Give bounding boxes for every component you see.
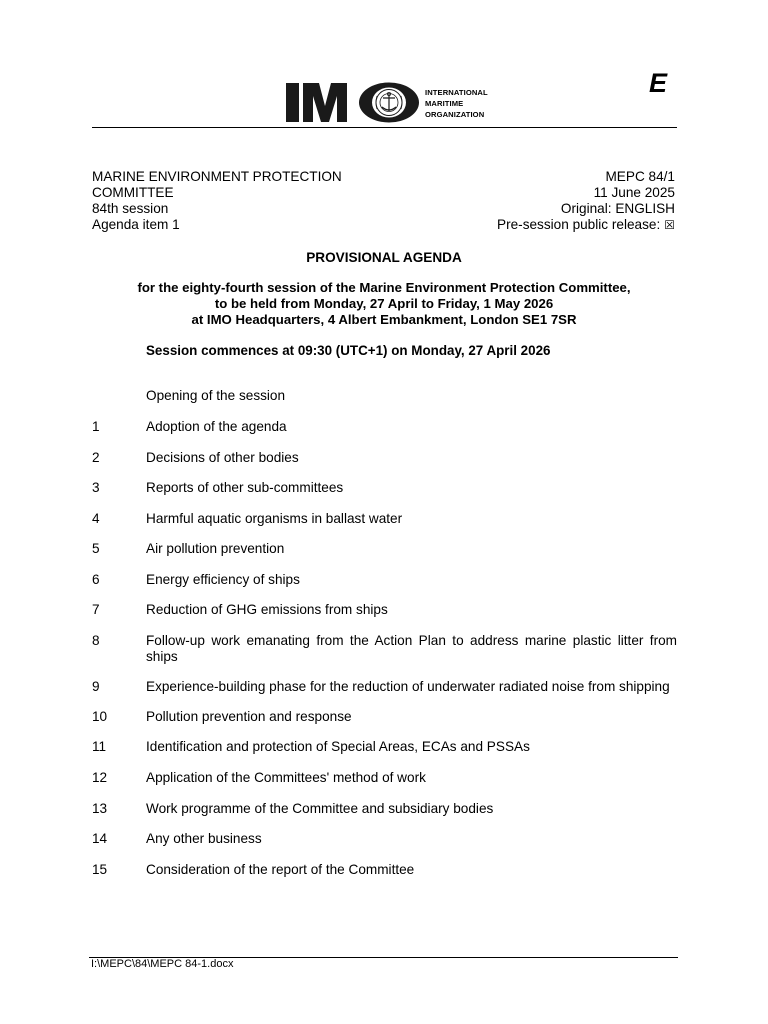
committee-name-line: MARINE ENVIRONMENT PROTECTION: [92, 169, 342, 184]
agenda-item: [92, 419, 677, 435]
agenda-item: [92, 633, 677, 665]
agenda-item-title: Adoption of the agenda: [146, 419, 287, 434]
agenda-item-title: Air pollution prevention: [146, 541, 285, 556]
agenda-item-number: 14: [92, 831, 108, 846]
committee-info: [92, 169, 342, 233]
logo-word: INTERNATIONAL: [425, 88, 488, 97]
agenda-item-title: Application of the Committees' method of work: [146, 769, 426, 785]
agenda-item: [92, 572, 677, 588]
agenda-item-title: Harmful aquatic organisms in ballast water: [146, 510, 403, 526]
agenda-item-title: Reduction of GHG emissions from ships: [146, 602, 388, 617]
subtitle-line: to be held from Monday, 27 April to Friday, 1 May 2026: [214, 296, 554, 311]
release-status: [497, 217, 675, 233]
agenda-item-number: 7: [92, 602, 100, 617]
agenda-item-title: Experience-building phase for the reduction of underwater radiated noise from shipping: [146, 678, 670, 694]
agenda-item-number: 9: [92, 678, 100, 694]
agenda-item-number: 15: [92, 861, 108, 877]
checked-box-icon: ☒: [664, 218, 675, 232]
agenda-item-title: Energy efficiency of ships: [146, 571, 300, 587]
imo-wordmark-icon: [272, 74, 422, 126]
logo-word: ORGANIZATION: [425, 110, 485, 119]
agenda-item-number: 5: [92, 541, 100, 556]
subtitle-line: for the eighty-fourth session of the Marine Environment Protection Committee,: [137, 280, 631, 295]
header-divider: [92, 127, 677, 128]
agenda-item: [92, 450, 677, 466]
subtitle-line: at IMO Headquarters, 4 Albert Embankment, London SE1 7SR: [191, 312, 577, 327]
logo-organization-name: [425, 87, 488, 120]
agenda-item-title: Pollution prevention and response: [146, 708, 352, 724]
agenda-item-number: 4: [92, 510, 100, 526]
agenda-item-number: 3: [92, 480, 100, 495]
agenda-item: [92, 770, 677, 786]
release-label: Pre-session public release:: [497, 217, 661, 232]
session-description: [0, 280, 768, 328]
agenda-item-number: 11: [92, 739, 107, 754]
session-number: 84th session: [92, 201, 169, 216]
session-start: Session commences at 09:30 (UTC+1) on Monday, 27 April 2026: [146, 343, 551, 358]
agenda-item: [92, 831, 677, 847]
logo-word: MARITIME: [425, 99, 464, 108]
agenda-item: [92, 541, 677, 557]
agenda-item-title: Follow-up work emanating from the Action Plan to address marine plastic litter from ships: [146, 632, 677, 664]
agenda-item-title: Opening of the session: [146, 388, 286, 403]
committee-name-line: COMMITTEE: [92, 185, 174, 200]
agenda-item: [92, 480, 677, 496]
imo-logo: [272, 74, 518, 126]
agenda-item: [92, 739, 677, 755]
agenda-item-number: 1: [92, 419, 100, 434]
agenda-item: [92, 388, 677, 404]
agenda-item-title: Consideration of the report of the Committee: [146, 861, 415, 877]
agenda-list: [92, 388, 677, 878]
agenda-item-number: 12: [92, 769, 108, 785]
agenda-item: [92, 862, 677, 878]
file-path: I:\MEPC\84\MEPC 84-1.docx: [91, 958, 234, 970]
document-date: 11 June 2025: [593, 185, 675, 200]
agenda-item: [92, 801, 677, 817]
agenda-item-number: 2: [92, 449, 100, 465]
language-indicator: E: [648, 68, 667, 98]
document-info: [497, 169, 675, 233]
agenda-item-number: 8: [92, 632, 100, 648]
document-title: PROVISIONAL AGENDA: [306, 250, 462, 265]
agenda-item: [92, 602, 677, 618]
agenda-item-title: Any other business: [146, 831, 262, 846]
agenda-item-title: Identification and protection of Special Areas, ECAs and PSSAs: [146, 739, 530, 754]
document-symbol: MEPC 84/1: [605, 169, 675, 184]
agenda-item-title: Decisions of other bodies: [146, 449, 299, 465]
original-language: Original: ENGLISH: [560, 201, 675, 216]
agenda-item: [92, 709, 677, 725]
agenda-item: [92, 679, 677, 695]
agenda-item-number: 13: [92, 800, 108, 816]
agenda-item-number: 10: [92, 708, 108, 724]
agenda-item-title: Work programme of the Committee and subsidiary bodies: [146, 800, 494, 816]
agenda-item-number: 6: [92, 571, 100, 587]
agenda-item-ref: Agenda item 1: [92, 217, 180, 232]
agenda-item-title: Reports of other sub-committees: [146, 480, 344, 495]
agenda-item: [92, 511, 677, 527]
